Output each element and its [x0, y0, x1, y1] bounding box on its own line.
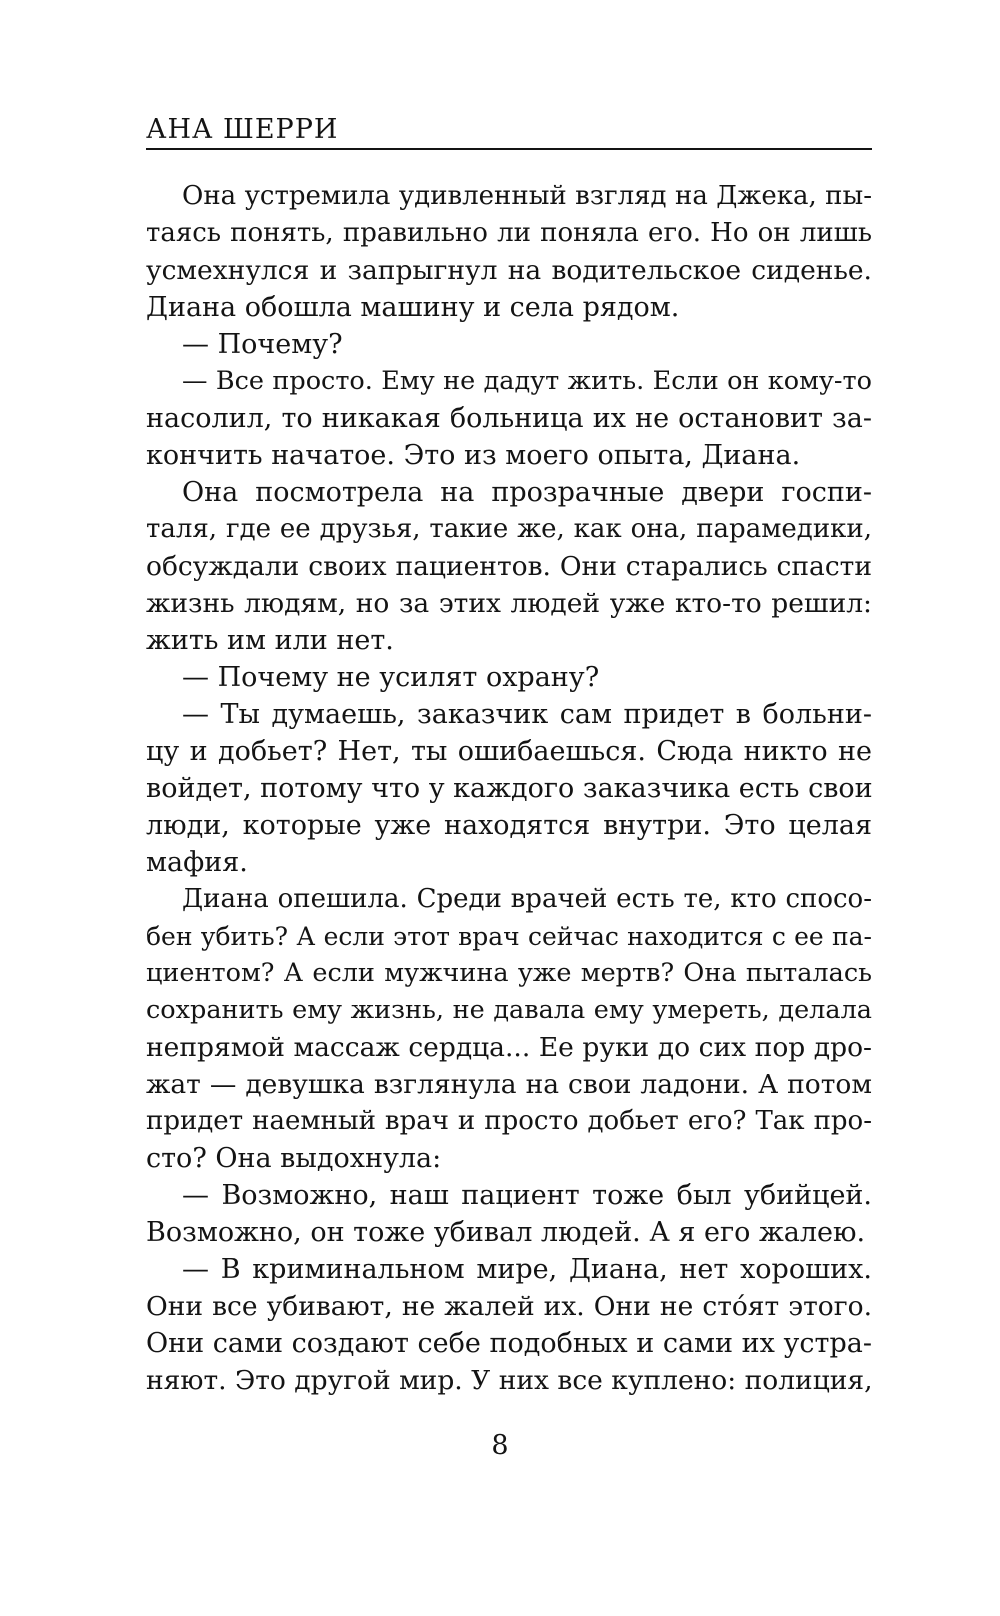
text-line: цу и добьет? Нет, ты ошибаешься. Сюда никто не: [146, 736, 872, 767]
text-line: — Ты думаешь, заказчик сам придет в больни-: [182, 699, 872, 730]
text-line: насолил, то никакая больница их не остановит за-: [146, 403, 872, 434]
text-line: Диана обошла машину и села рядом.: [146, 292, 680, 323]
text-line: обсуждали своих пациентов. Они старались спасти: [146, 551, 872, 582]
header-rule: [146, 148, 872, 150]
text-line: сохранить ему жизнь, не давала ему умереть, делала: [146, 995, 872, 1025]
text-line: Она устремила удивленный взгляд на Джека, пы-: [182, 181, 872, 211]
page-number: 8: [491, 1430, 509, 1461]
text-line: бен убить? А если этот врач сейчас находится с ее па-: [146, 922, 872, 951]
text-line: — Почему не усилят охрану?: [182, 662, 600, 693]
text-line: — В криминальном мире, Диана, нет хороших.: [182, 1254, 872, 1285]
text-line: — Возможно, наш пациент тоже был убийцей.: [182, 1180, 872, 1211]
text-line: сто? Она выдохнула:: [146, 1143, 442, 1174]
text-line: люди, которые уже находятся внутри. Это целая: [146, 810, 872, 841]
text-line: — Все просто. Ему не дадут жить. Если он кому-то: [182, 366, 872, 396]
text-line: усмехнулся и запрыгнул на водительское сиденье.: [146, 255, 872, 286]
text-line: — Почему?: [182, 329, 343, 360]
text-line: таля, где ее друзья, такие же, как она, парамедики,: [146, 514, 872, 544]
text-line: Они все убивают, не жалей их. Они не стóят этого.: [146, 1291, 872, 1322]
text-line: жат — девушка взглянула на свои ладони. А потом: [146, 1069, 872, 1100]
text-line: придет наемный врач и просто добьет его? Так про-: [146, 1106, 872, 1136]
text-line: таясь понять, правильно ли поняла его. Но он лишь: [146, 218, 872, 248]
text-line: няют. Это другой мир. У них все куплено: полиция,: [146, 1365, 873, 1396]
body-text: [146, 178, 872, 1399]
text-line: кончить начатое. Это из моего опыта, Диана.: [146, 440, 801, 471]
text-line: мафия.: [146, 847, 248, 878]
text-line: жить им или нет.: [146, 625, 394, 656]
text-line: непрямой массаж сердца... Ее руки до сих пор дро-: [146, 1032, 872, 1063]
text-line: жизнь людям, но за этих людей уже кто-то решил:: [146, 588, 872, 619]
text-line: войдет, потому что у каждого заказчика есть свои: [146, 773, 873, 804]
text-line: Возможно, он тоже убивал людей. А я его жалею.: [146, 1217, 866, 1248]
text-line: Диана опешила. Среди врачей есть те, кто спосо-: [182, 884, 872, 914]
running-header: АНА ШЕРРИ: [146, 114, 339, 145]
text-line: циентом? А если мужчина уже мертв? Она пыталась: [146, 958, 872, 988]
text-line: Она посмотрела на прозрачные двери госпи-: [182, 477, 872, 508]
text-line: Они сами создают себе подобных и сами их устра-: [146, 1328, 872, 1359]
